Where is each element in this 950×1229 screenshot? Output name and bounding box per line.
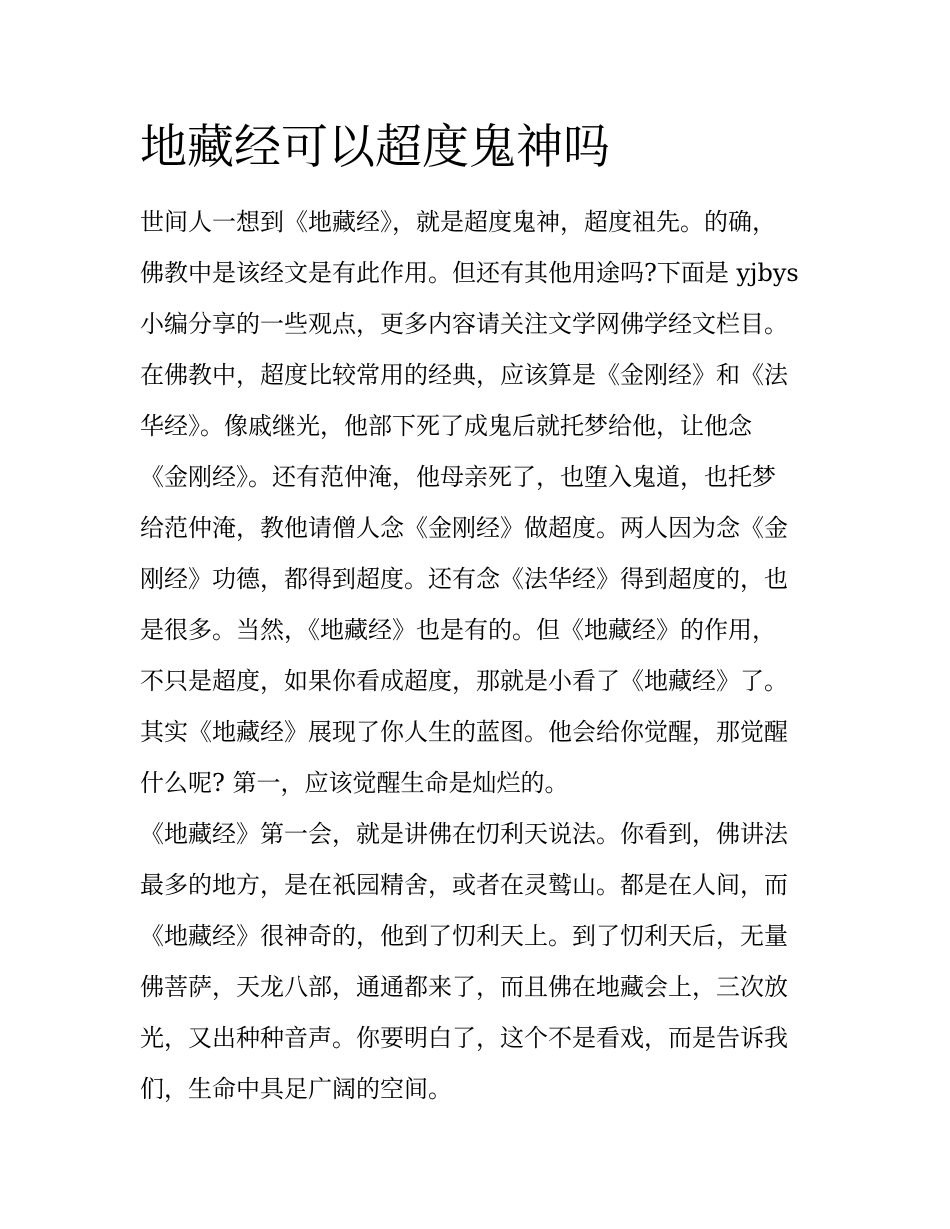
- text-line: 佛教中是该经文是有此作用。但还有其他用途吗?下面是 yjbys: [140, 259, 799, 287]
- text-line: 光，又出种种音声。你要明白了，这个不是看戏，而是告诉我: [140, 1024, 788, 1052]
- text-line: 给范仲淹，教他请僧人念《金刚经》做超度。两人因为念《金: [140, 514, 788, 542]
- text-line: 《地藏经》很神奇的，他到了忉利天上。到了忉利天后，无量: [140, 922, 788, 950]
- text-line: 佛菩萨，天龙八部，通通都来了，而且佛在地藏会上，三次放: [140, 973, 788, 1001]
- text-line: 《地藏经》第一会，就是讲佛在忉利天说法。你看到，佛讲法: [140, 820, 788, 848]
- text-line: 《金刚经》。还有范仲淹，他母亲死了，也堕入鬼道，也托梦: [140, 463, 776, 491]
- text-line: 刚经》功德，都得到超度。还有念《法华经》得到超度的，也: [140, 565, 788, 593]
- page-title: 地藏经可以超度鬼神吗: [140, 120, 610, 175]
- text-line: 其实《地藏经》展现了你人生的蓝图。他会给你觉醒，那觉醒: [140, 718, 788, 746]
- text-line: 华经》。像戚继光，他部下死了成鬼后就托梦给他，让他念: [140, 412, 752, 440]
- text-line: 在佛教中，超度比较常用的经典，应该算是《金刚经》和《法: [140, 361, 788, 389]
- text-line: 小编分享的一些观点，更多内容请关注文学网佛学经文栏目。: [140, 310, 788, 338]
- text-line: 是很多。当然，《地藏经》也是有的。但《地藏经》的作用，: [140, 616, 776, 644]
- text-line: 最多的地方，是在祇园精舍，或者在灵鹫山。都是在人间，而: [140, 871, 788, 899]
- text-line: 世间人一想到《地藏经》，就是超度鬼神，超度祖先。的确，: [140, 208, 776, 236]
- text-line: 不只是超度，如果你看成超度，那就是小看了《地藏经》了。: [140, 667, 788, 695]
- text-line: 什么呢? 第一，应该觉醒生命是灿烂的。: [140, 769, 569, 797]
- article-body: [140, 197, 820, 1115]
- text-line: 们，生命中具足广阔的空间。: [140, 1075, 452, 1103]
